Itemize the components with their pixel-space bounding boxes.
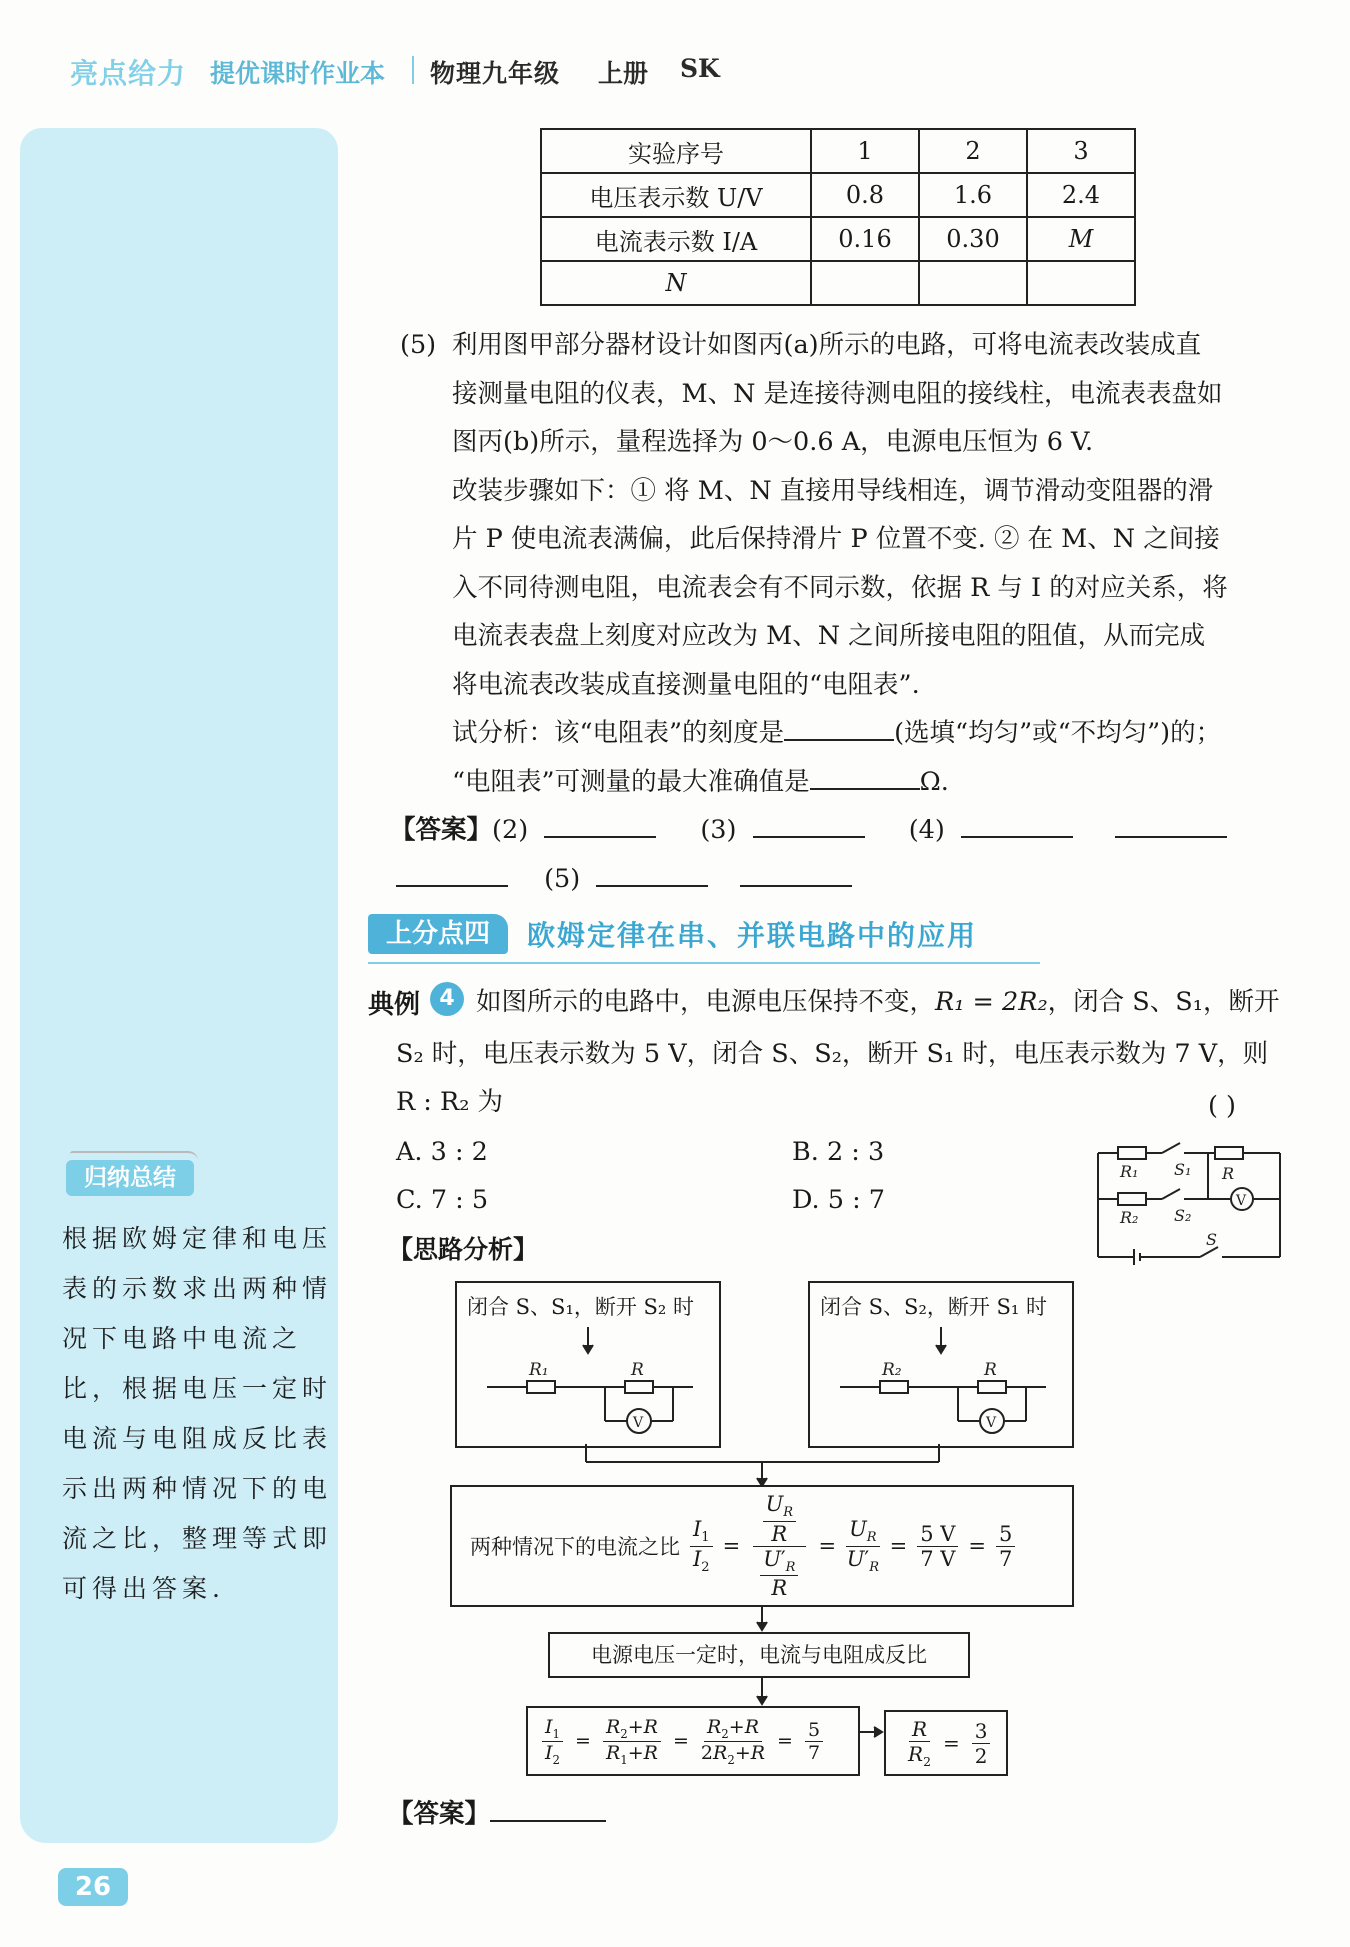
label-s2: S₂	[1174, 1206, 1192, 1225]
example-text: ，闭合 S、S₁，断开	[1047, 987, 1280, 1017]
frac-i1-i2-b: $\frac{I_1}{I_2}$	[542, 1716, 563, 1767]
answer-part-label: (3)	[700, 815, 737, 845]
case-1-r-label: R	[631, 1360, 644, 1380]
case-2-title: 闭合 S、S₂，断开 S₁ 时	[820, 1295, 1048, 1319]
summary-tag: 归纳总结	[66, 1160, 194, 1196]
example-text: 如图所示的电路中，电源电压保持不变，	[476, 987, 936, 1017]
answer-blank-4c[interactable]	[396, 857, 508, 887]
frac-ur-ratio: $\frac{U_R}{U'_R}$	[846, 1517, 879, 1575]
case-1-r-symbol	[625, 1381, 653, 1393]
equals-sign: =	[575, 1730, 591, 1752]
section-tag: 上分点四	[368, 914, 508, 954]
ask-text: Ω.	[919, 766, 949, 797]
answer-blank-4a[interactable]	[961, 808, 1073, 838]
table-cell	[919, 261, 1027, 305]
equation-expression	[538, 1708, 827, 1774]
question-line: 电流表表盘上刻度对应改为 M、N 之间所接电阻的阻值，从而完成	[452, 621, 1206, 651]
question-line: 将电流表改装成直接测量电阻的“电阻表”.	[452, 669, 920, 700]
label-v: V	[1236, 1193, 1247, 1209]
case-1-r1-label: R₁	[529, 1360, 549, 1380]
circuit-diagram	[1090, 1135, 1290, 1265]
equals-sign: =	[818, 1534, 837, 1558]
answer-block-2	[388, 1790, 788, 1839]
flow-box-principle: 电源电压一定时，电流与电阻成反比	[548, 1632, 970, 1678]
result-expression	[904, 1712, 994, 1774]
equals-sign: =	[968, 1534, 987, 1558]
summary-line: 可得出答案.	[62, 1574, 225, 1603]
subject-label: 物理九年级	[430, 59, 561, 88]
blank-max-value[interactable]	[810, 760, 920, 790]
table-row	[541, 261, 1135, 305]
label-r: R	[1222, 1164, 1235, 1183]
table-cell: N	[541, 261, 811, 305]
example-text-3: R : R₂ 为	[396, 1087, 504, 1117]
table-cell: 0.30	[919, 217, 1027, 261]
resistor-r1-symbol	[1118, 1147, 1146, 1159]
resistor-r2-symbol	[1118, 1193, 1146, 1205]
label-r1: R₁	[1120, 1162, 1139, 1181]
brand-logo: 亮点给力	[70, 57, 187, 90]
case-2-r-label: R	[984, 1360, 997, 1380]
option-a[interactable]: A. 3 : 2	[396, 1137, 488, 1167]
frac-compound: $\frac{\frac{U_R}{R}}{\frac{U'_R}{R}}$	[750, 1492, 808, 1599]
summary-line: 流之比，整理等式即	[62, 1524, 333, 1553]
label-s1: S₁	[1174, 1160, 1192, 1179]
summary-line: 况下电路中电流之	[62, 1324, 303, 1353]
label-s: S	[1206, 1230, 1217, 1249]
ratio-label: 两种情况下的电流之比	[470, 1535, 680, 1559]
question-line: 图丙(b)所示，量程选择为 0～0.6 A，电源电压恒为 6 V.	[452, 427, 1094, 457]
option-d[interactable]: D. 5 : 7	[792, 1185, 885, 1215]
example-equation: R₁ = 2R₂	[935, 987, 1048, 1017]
equals-sign: =	[672, 1730, 689, 1752]
ask-text: “电阻表”可测量的最大准确值是	[452, 766, 810, 797]
question-number: (5)	[400, 330, 437, 360]
answer-blank-4b[interactable]	[1115, 808, 1227, 838]
equals-sign: =	[722, 1534, 741, 1558]
option-c[interactable]: C. 7 : 5	[396, 1185, 489, 1215]
table-header-cell: 1	[811, 129, 919, 173]
question-line: 利用图甲部分器材设计如图丙(a)所示的电路，可将电流表改装成直	[452, 330, 1202, 360]
table-cell: M	[1027, 217, 1135, 261]
answer-part-label: (4)	[908, 815, 945, 845]
question-line	[452, 758, 1305, 807]
flow-box-equation	[526, 1706, 860, 1776]
flow-box-ratio	[450, 1485, 1074, 1607]
answer-label: 【答案】	[388, 1799, 491, 1829]
blank-scale[interactable]	[784, 711, 894, 741]
answer-block-1	[390, 806, 1290, 903]
example-number: 4	[430, 982, 464, 1016]
volume-label: 上册	[598, 59, 649, 88]
answer-blank-example[interactable]	[490, 1792, 606, 1822]
frac-r2r-2r2r: $\frac{R_2+R}{2R_2+R}$	[700, 1715, 766, 1767]
equals-sign: =	[777, 1730, 793, 1752]
question-line: 片 P 使电流表满偏，此后保持滑片 P 位置不变. ② 在 M、N 之间接	[452, 524, 1220, 554]
example-text-1	[476, 978, 1306, 1027]
resistor-r-symbol	[1215, 1147, 1243, 1159]
summary-line: 表的示数求出两种情	[62, 1274, 333, 1303]
experiment-table	[540, 128, 1136, 306]
header-divider	[412, 56, 414, 84]
summary-line: 根据欧姆定律和电压	[62, 1224, 333, 1253]
summary-line: 示出两种情况下的电	[62, 1474, 333, 1503]
answer-label: 【答案】	[390, 815, 493, 845]
label-r2: R₂	[1120, 1208, 1139, 1227]
table-header-cell: 2	[919, 129, 1027, 173]
frac-r-r2: $\frac{R}{R_2}$	[908, 1717, 931, 1769]
frac-5-7: $\frac{5}{7}$	[996, 1522, 1015, 1571]
frac-i1-i2: $\frac{I_1}{I_2}$	[690, 1517, 713, 1574]
question-line: 改装步骤如下：① 将 M、N 直接用导线相连，调节滑动变阻器的滑	[452, 475, 1214, 506]
case-1-v-label: V	[633, 1415, 644, 1431]
frac-5v-7v: $\frac{5 V}{7 V}$	[917, 1522, 958, 1571]
answer-blank-5b[interactable]	[740, 857, 852, 887]
table-header-cell: 实验序号	[541, 129, 811, 173]
table-header-cell: 3	[1027, 129, 1135, 173]
edition-label: SK	[680, 54, 720, 83]
ask-text: 试分析：该“电阻表”的刻度是	[452, 718, 785, 748]
case-1-r1-symbol	[527, 1381, 555, 1393]
equals-sign: =	[942, 1731, 960, 1755]
table-cell: 电流表示数 I/A	[541, 217, 811, 261]
question-line: 接测量电阻的仪表，M、N 是连接待测电阻的接线柱，电流表表盘如	[452, 378, 1223, 409]
summary-line: 电流与电阻成反比表	[62, 1424, 333, 1453]
ask-text: (选填“均匀”或“不均匀”)的；	[894, 718, 1222, 748]
example-label: 典例	[368, 990, 421, 1020]
frac-3-2: $\frac{3}{2}$	[972, 1719, 991, 1768]
table-cell	[811, 261, 919, 305]
flow-box-case-2	[808, 1281, 1074, 1448]
case-2-v-label: V	[986, 1415, 997, 1431]
table-cell	[1027, 261, 1135, 305]
equals-sign: =	[889, 1534, 908, 1558]
case-1-title: 闭合 S、S₁，断开 S₂ 时	[467, 1295, 695, 1319]
option-b[interactable]: B. 2 : 3	[792, 1137, 885, 1167]
answer-paren[interactable]: ( )	[1208, 1091, 1237, 1121]
summary-text	[62, 1214, 332, 1614]
table-row	[541, 173, 1135, 217]
frac-5-7-b: $\frac{5}{7}$	[805, 1719, 823, 1764]
section-title: 欧姆定律在串、并联电路中的应用	[527, 919, 978, 952]
ratio-expression	[470, 1487, 1019, 1605]
answer-blank-3[interactable]	[753, 808, 865, 838]
case-2-r-symbol	[978, 1381, 1006, 1393]
table-cell: 电压表示数 U/V	[541, 173, 811, 217]
summary-line: 比，根据电压一定时	[62, 1374, 333, 1403]
answer-part-label: (2)	[492, 815, 529, 845]
answer-part-label: (5)	[544, 863, 581, 894]
case-2-r2-label: R₂	[882, 1360, 902, 1380]
analysis-label: 【思路分析】	[388, 1235, 539, 1264]
example-text-2: S₂ 时，电压表示数为 5 V，闭合 S、S₂，断开 S₁ 时，电压表示数为 7 V，则	[396, 1039, 1269, 1069]
case-1-circuit	[457, 1323, 719, 1443]
answer-blank-5a[interactable]	[596, 857, 708, 887]
case-2-circuit	[810, 1323, 1072, 1443]
table-cell: 1.6	[919, 173, 1027, 217]
flow-box-case-1	[455, 1281, 721, 1448]
frac-r2r-r1r: $\frac{R_2+R}{R_1+R}$	[603, 1716, 661, 1767]
book-title: 提优课时作业本	[210, 59, 386, 88]
question-line	[452, 709, 1305, 758]
table-cell: 0.8	[811, 173, 919, 217]
answer-blank-2[interactable]	[544, 808, 656, 838]
flow-box-result	[884, 1710, 1008, 1776]
case-2-r2-symbol	[880, 1381, 908, 1393]
table-cell: 0.16	[811, 217, 919, 261]
question-5	[400, 321, 1305, 806]
table-row	[541, 217, 1135, 261]
question-line: 入不同待测电阻，电流表会有不同示数，依据 R 与 I 的对应关系，将	[452, 572, 1228, 603]
page-number: 26	[58, 1868, 128, 1906]
table-cell: 2.4	[1027, 173, 1135, 217]
table-header-row	[541, 129, 1135, 173]
